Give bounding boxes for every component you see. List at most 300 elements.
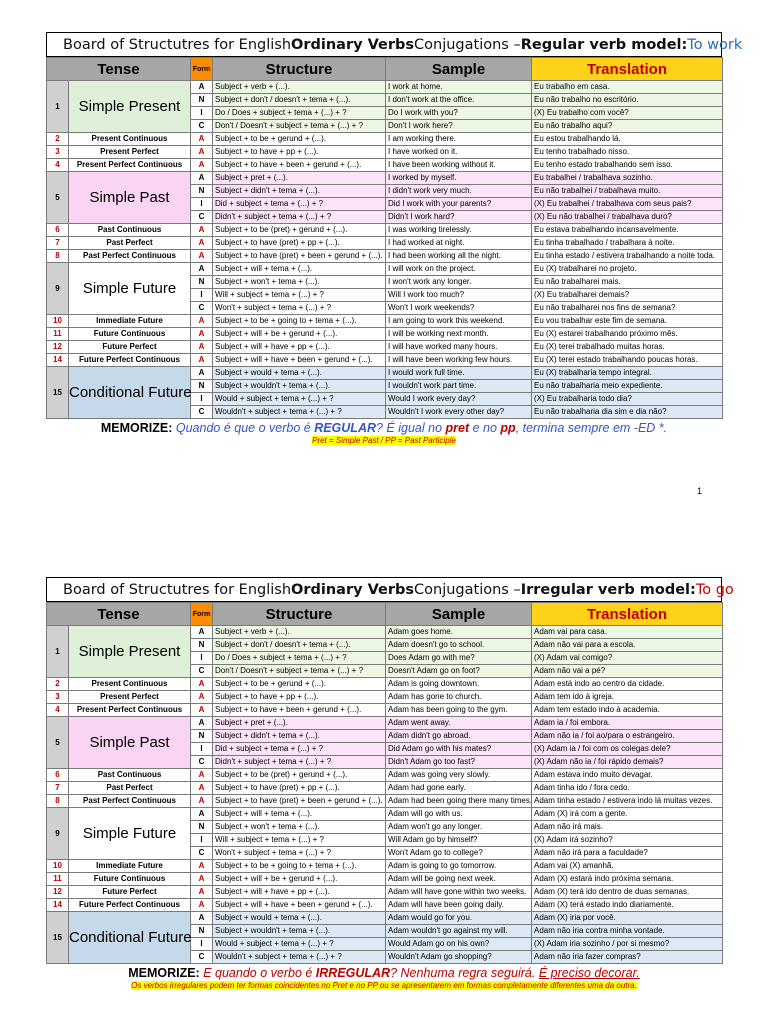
subnote-text: Pret = Simple Past / PP = Past Participle bbox=[312, 436, 456, 445]
tense-number: 10 bbox=[47, 860, 69, 873]
form-letter: A bbox=[191, 250, 213, 263]
structure-cell: Didn't + subject + tema + (...) + ? bbox=[213, 211, 386, 224]
translation-cell: Adam não iria fazer compras? bbox=[532, 951, 723, 964]
sample-cell: I am working there. bbox=[386, 133, 532, 146]
sample-cell: I worked by myself. bbox=[386, 172, 532, 185]
form-letter: A bbox=[191, 626, 213, 639]
form-letter: C bbox=[191, 120, 213, 133]
sample-cell: I wouldn't work part time. bbox=[386, 380, 532, 393]
structure-cell: Subject + don't / doesn't + tema + (...). bbox=[213, 639, 386, 652]
tense-number: 15 bbox=[47, 367, 69, 419]
structure-cell: Subject + didn't + tema + (...). bbox=[213, 730, 386, 743]
structure-cell: Subject + to be + gerund + (...). bbox=[213, 678, 386, 691]
form-letter: A bbox=[191, 886, 213, 899]
sample-cell: I won't work any longer. bbox=[386, 276, 532, 289]
translation-cell: Adam tinha ido / fora cedo. bbox=[532, 782, 723, 795]
memorize-text: E quando o verbo é bbox=[203, 966, 316, 980]
sample-cell: Adam will be going next week. bbox=[386, 873, 532, 886]
form-letter: A bbox=[191, 81, 213, 94]
tense-number: 9 bbox=[47, 808, 69, 860]
table-row bbox=[47, 237, 723, 250]
memorize-text2: ? É igual no bbox=[376, 421, 446, 435]
sample-cell: I was working tirelessly. bbox=[386, 224, 532, 237]
form-letter: A bbox=[191, 808, 213, 821]
translation-cell: Adam (X) estará indo próxima semana. bbox=[532, 873, 723, 886]
form-letter: C bbox=[191, 756, 213, 769]
structure-cell: Subject + will + be + gerund + (...). bbox=[213, 328, 386, 341]
title-model: Regular verb model: bbox=[520, 36, 688, 53]
tense-name: Past Continuous bbox=[69, 224, 191, 237]
structure-cell: Subject + to be (pret) + gerund + (...). bbox=[213, 769, 386, 782]
sample-cell: Adam went away. bbox=[386, 717, 532, 730]
structure-cell: Didn't + subject + tema + (...) + ? bbox=[213, 756, 386, 769]
sample-cell: I have been working without it. bbox=[386, 159, 532, 172]
sample-cell: Didn't Adam go too fast? bbox=[386, 756, 532, 769]
sample-cell: I will be working next month. bbox=[386, 328, 532, 341]
title-model: Irregular verb model: bbox=[520, 581, 696, 598]
header-row bbox=[47, 603, 723, 626]
structure-cell: Won't + subject + tema + (...) + ? bbox=[213, 847, 386, 860]
form-letter: I bbox=[191, 938, 213, 951]
tense-name: Past Perfect bbox=[69, 782, 191, 795]
header-sample: Sample bbox=[386, 603, 532, 626]
structure-cell: Wouldn't + subject + tema + (...) + ? bbox=[213, 406, 386, 419]
memorize-text4: , termina sempre em -ED *. bbox=[515, 421, 668, 435]
sample-cell: I didn't work very much. bbox=[386, 185, 532, 198]
memorize-text2: ? Nenhuma regra seguirá. bbox=[390, 966, 539, 980]
translation-cell: (X) Eu trabalharia todo dia? bbox=[532, 393, 723, 406]
sample-cell: Did Adam go with his mates? bbox=[386, 743, 532, 756]
table-row bbox=[47, 795, 723, 808]
header-row bbox=[47, 58, 723, 81]
table-row bbox=[47, 341, 723, 354]
structure-cell: Subject + wouldn't + tema + (...). bbox=[213, 925, 386, 938]
form-letter: A bbox=[191, 795, 213, 808]
sample-cell: Won't I work weekends? bbox=[386, 302, 532, 315]
title-mid: Conjugations – bbox=[414, 36, 521, 53]
translation-cell: Adam (X) terá estado indo diariamente. bbox=[532, 899, 723, 912]
translation-cell: Adam não vai para a escola. bbox=[532, 639, 723, 652]
tense-number: 14 bbox=[47, 899, 69, 912]
memorize-label: MEMORIZE: bbox=[128, 966, 204, 980]
structure-cell: Subject + to have + pp + (...). bbox=[213, 146, 386, 159]
tense-number: 10 bbox=[47, 315, 69, 328]
tense-name: Future Perfect bbox=[69, 886, 191, 899]
tense-name: Simple Present bbox=[69, 626, 191, 678]
memorize-text3: e no bbox=[469, 421, 501, 435]
form-letter: A bbox=[191, 146, 213, 159]
form-letter: A bbox=[191, 172, 213, 185]
translation-cell: Eu tenho trabalhado nisso. bbox=[532, 146, 723, 159]
structure-cell: Subject + to have (pret) + been + gerund + (...). bbox=[213, 250, 386, 263]
translation-cell: Adam não irá mais. bbox=[532, 821, 723, 834]
translation-cell: Eu (X) trabalharei no projeto. bbox=[532, 263, 723, 276]
structure-cell: Would + subject + tema + (...) + ? bbox=[213, 938, 386, 951]
sample-cell: Wouldn't I work every other day? bbox=[386, 406, 532, 419]
sample-cell: I had been working all the night. bbox=[386, 250, 532, 263]
translation-cell: Adam (X) terá ido dentro de duas semanas. bbox=[532, 886, 723, 899]
table-row bbox=[47, 886, 723, 899]
translation-cell: Adam vai (X) amanhã. bbox=[532, 860, 723, 873]
form-letter: A bbox=[191, 912, 213, 925]
form-letter: I bbox=[191, 289, 213, 302]
form-letter: A bbox=[191, 341, 213, 354]
translation-cell: Eu (X) estarei trabalhando próximo mês. bbox=[532, 328, 723, 341]
tense-name: Simple Future bbox=[69, 808, 191, 860]
translation-cell: Adam tem estado indo à academia. bbox=[532, 704, 723, 717]
sample-cell: Does Adam go with me? bbox=[386, 652, 532, 665]
form-letter: N bbox=[191, 94, 213, 107]
title-prefix: Board of Structutres for English bbox=[63, 581, 292, 598]
structure-cell: Subject + won't + tema + (...). bbox=[213, 276, 386, 289]
form-letter: I bbox=[191, 198, 213, 211]
tense-number: 12 bbox=[47, 341, 69, 354]
structure-cell: Subject + won't + tema + (...). bbox=[213, 821, 386, 834]
memorize-tail: É preciso decorar. bbox=[538, 966, 640, 980]
structure-cell: Do / Does + subject + tema + (...) + ? bbox=[213, 107, 386, 120]
sample-cell: Adam didn't go abroad. bbox=[386, 730, 532, 743]
table-row bbox=[47, 224, 723, 237]
table-row bbox=[47, 873, 723, 886]
table-row bbox=[47, 367, 723, 380]
memorize-pret: pret bbox=[445, 421, 470, 435]
form-letter: C bbox=[191, 406, 213, 419]
form-letter: I bbox=[191, 834, 213, 847]
structure-cell: Don't / Doesn't + subject + tema + (...) + ? bbox=[213, 665, 386, 678]
form-letter: A bbox=[191, 354, 213, 367]
table-row bbox=[47, 250, 723, 263]
tense-name: Future Continuous bbox=[69, 873, 191, 886]
form-letter: I bbox=[191, 652, 213, 665]
form-letter: A bbox=[191, 328, 213, 341]
translation-cell: (X) Eu trabalho com você? bbox=[532, 107, 723, 120]
tense-number: 9 bbox=[47, 263, 69, 315]
header-translation: Translation bbox=[532, 58, 723, 81]
translation-cell: Adam ia / foi embora. bbox=[532, 717, 723, 730]
translation-cell: (X) Adam irá sozinho? bbox=[532, 834, 723, 847]
form-letter: C bbox=[191, 302, 213, 315]
board-regular bbox=[46, 32, 743, 445]
structure-cell: Subject + to have + pp + (...). bbox=[213, 691, 386, 704]
form-letter: N bbox=[191, 730, 213, 743]
title-verb: To go bbox=[695, 581, 734, 598]
table-row bbox=[47, 315, 723, 328]
form-letter: A bbox=[191, 224, 213, 237]
translation-cell: Eu (X) terei trabalhado muitas horas. bbox=[532, 341, 723, 354]
structure-cell: Subject + will + have + been + gerund + (...). bbox=[213, 899, 386, 912]
subnote bbox=[46, 981, 722, 990]
sample-cell: Adam will have been going daily. bbox=[386, 899, 532, 912]
sample-cell: I will work on the project. bbox=[386, 263, 532, 276]
translation-cell: Eu (X) trabalharia tempo integral. bbox=[532, 367, 723, 380]
structure-cell: Would + subject + tema + (...) + ? bbox=[213, 393, 386, 406]
form-letter: A bbox=[191, 899, 213, 912]
table-row bbox=[47, 263, 723, 276]
form-letter: C bbox=[191, 847, 213, 860]
sample-cell: Did I work with your parents? bbox=[386, 198, 532, 211]
translation-cell: Eu tinha trabalhado / trabalhara à noite. bbox=[532, 237, 723, 250]
table-row bbox=[47, 808, 723, 821]
structure-cell: Subject + to be + gerund + (...). bbox=[213, 133, 386, 146]
translation-cell: Adam estava indo muito devagar. bbox=[532, 769, 723, 782]
table-row bbox=[47, 328, 723, 341]
structure-cell: Subject + to have (pret) + pp + (...). bbox=[213, 782, 386, 795]
sample-cell: I will have been working few hours. bbox=[386, 354, 532, 367]
structure-cell: Did + subject + tema + (...) + ? bbox=[213, 743, 386, 756]
tense-name: Present Perfect Continuous bbox=[69, 159, 191, 172]
form-letter: C bbox=[191, 951, 213, 964]
sample-cell: Adam goes home. bbox=[386, 626, 532, 639]
tense-name: Conditional Future bbox=[69, 912, 191, 964]
tense-number: 5 bbox=[47, 717, 69, 769]
sample-cell: I have worked on it. bbox=[386, 146, 532, 159]
structure-cell: Subject + verb + (...). bbox=[213, 626, 386, 639]
form-letter: I bbox=[191, 393, 213, 406]
tense-name: Present Perfect bbox=[69, 146, 191, 159]
form-letter: A bbox=[191, 237, 213, 250]
structure-cell: Won't + subject + tema + (...) + ? bbox=[213, 302, 386, 315]
structure-cell: Subject + will + have + pp + (...). bbox=[213, 341, 386, 354]
board-irregular bbox=[46, 577, 734, 990]
form-letter: N bbox=[191, 276, 213, 289]
form-letter: C bbox=[191, 665, 213, 678]
translation-cell: (X) Adam vai comigo? bbox=[532, 652, 723, 665]
sample-cell: Adam will go with us. bbox=[386, 808, 532, 821]
translation-cell: Adam (X) iria por você. bbox=[532, 912, 723, 925]
tense-name: Immediate Future bbox=[69, 315, 191, 328]
tense-number: 12 bbox=[47, 886, 69, 899]
translation-cell: Adam tem ido à igreja. bbox=[532, 691, 723, 704]
sample-cell: I work at home. bbox=[386, 81, 532, 94]
tense-number: 11 bbox=[47, 873, 69, 886]
sample-cell: Will I work too much? bbox=[386, 289, 532, 302]
structure-cell: Don't / Doesn't + subject + tema + (...) + ? bbox=[213, 120, 386, 133]
table-row bbox=[47, 860, 723, 873]
translation-cell: Adam está indo ao centro da cidade. bbox=[532, 678, 723, 691]
tense-name: Future Perfect Continuous bbox=[69, 899, 191, 912]
sample-cell: Adam wouldn't go against my will. bbox=[386, 925, 532, 938]
structure-cell: Did + subject + tema + (...) + ? bbox=[213, 198, 386, 211]
translation-cell: (X) Eu não trabalhei / trabalhava duro? bbox=[532, 211, 723, 224]
form-letter: I bbox=[191, 743, 213, 756]
table-row bbox=[47, 769, 723, 782]
tense-number: 3 bbox=[47, 691, 69, 704]
header-structure: Structure bbox=[213, 58, 386, 81]
translation-cell: Eu trabalho em casa. bbox=[532, 81, 723, 94]
tense-name: Present Continuous bbox=[69, 133, 191, 146]
sample-cell: Adam would go for you. bbox=[386, 912, 532, 925]
conjugation-table bbox=[46, 57, 723, 419]
form-letter: C bbox=[191, 211, 213, 224]
translation-cell: Eu trabalhei / trabalhava sozinho. bbox=[532, 172, 723, 185]
translation-cell: Eu não trabalho no escritório. bbox=[532, 94, 723, 107]
translation-cell: Eu não trabalhei / trabalhava muito. bbox=[532, 185, 723, 198]
tense-number: 5 bbox=[47, 172, 69, 224]
structure-cell: Subject + to have + been + gerund + (...). bbox=[213, 704, 386, 717]
tense-name: Past Perfect Continuous bbox=[69, 795, 191, 808]
translation-cell: (X) Eu trabalhei / trabalhava com seus pais? bbox=[532, 198, 723, 211]
form-letter: N bbox=[191, 639, 213, 652]
header-form: Form bbox=[191, 603, 213, 626]
tense-name: Past Perfect bbox=[69, 237, 191, 250]
form-letter: A bbox=[191, 782, 213, 795]
translation-cell: Eu não trabalho aqui? bbox=[532, 120, 723, 133]
form-letter: A bbox=[191, 678, 213, 691]
form-letter: A bbox=[191, 133, 213, 146]
sample-cell: Wouldn't Adam go shopping? bbox=[386, 951, 532, 964]
structure-cell: Subject + to be + going to + tema + (...). bbox=[213, 860, 386, 873]
structure-cell: Wouldn't + subject + tema + (...) + ? bbox=[213, 951, 386, 964]
structure-cell: Subject + to have (pret) + pp + (...). bbox=[213, 237, 386, 250]
form-letter: N bbox=[191, 185, 213, 198]
table-row bbox=[47, 912, 723, 925]
structure-cell: Subject + to be (pret) + gerund + (...). bbox=[213, 224, 386, 237]
tense-number: 2 bbox=[47, 678, 69, 691]
tense-name: Simple Present bbox=[69, 81, 191, 133]
structure-cell: Subject + didn't + tema + (...). bbox=[213, 185, 386, 198]
memorize-note bbox=[46, 421, 722, 435]
header-tense: Tense bbox=[47, 58, 191, 81]
memorize-regular: REGULAR bbox=[314, 421, 376, 435]
tense-name: Future Perfect bbox=[69, 341, 191, 354]
tense-name: Future Continuous bbox=[69, 328, 191, 341]
form-letter: A bbox=[191, 315, 213, 328]
board-title bbox=[46, 577, 734, 602]
structure-cell: Subject + will + be + gerund + (...). bbox=[213, 873, 386, 886]
translation-cell: (X) Adam ia / foi com os colegas dele? bbox=[532, 743, 723, 756]
conjugation-table bbox=[46, 602, 723, 964]
title-bold: Ordinary Verbs bbox=[291, 581, 415, 598]
sample-cell: Adam has been going to the gym. bbox=[386, 704, 532, 717]
table-row bbox=[47, 159, 723, 172]
form-letter: A bbox=[191, 159, 213, 172]
form-letter: A bbox=[191, 873, 213, 886]
translation-cell: Adam vai para casa. bbox=[532, 626, 723, 639]
table-row bbox=[47, 172, 723, 185]
board-title bbox=[46, 32, 743, 57]
structure-cell: Subject + will + have + pp + (...). bbox=[213, 886, 386, 899]
structure-cell: Subject + will + have + been + gerund + (...). bbox=[213, 354, 386, 367]
form-letter: I bbox=[191, 107, 213, 120]
tense-name: Simple Past bbox=[69, 717, 191, 769]
table-row bbox=[47, 704, 723, 717]
translation-cell: (X) Adam iria sozinho / por si mesmo? bbox=[532, 938, 723, 951]
tense-name: Past Continuous bbox=[69, 769, 191, 782]
tense-name: Conditional Future bbox=[69, 367, 191, 419]
subnote bbox=[46, 436, 722, 445]
sample-cell: Adam will have gone within two weeks. bbox=[386, 886, 532, 899]
form-letter: N bbox=[191, 821, 213, 834]
tense-name: Future Perfect Continuous bbox=[69, 354, 191, 367]
subnote-text: Os verbos irregulares podem ter formas coincidentes no Pret e no PP ou se apresentarem em formas completamente diferentes uma da outra. bbox=[131, 981, 637, 990]
structure-cell: Subject + to be + going to + tema + (...). bbox=[213, 315, 386, 328]
table-row bbox=[47, 354, 723, 367]
structure-cell: Will + subject + tema + (...) + ? bbox=[213, 289, 386, 302]
tense-number: 6 bbox=[47, 224, 69, 237]
sample-cell: I will have worked many hours. bbox=[386, 341, 532, 354]
translation-cell: Eu estou trabalhando lá. bbox=[532, 133, 723, 146]
form-letter: N bbox=[191, 925, 213, 938]
structure-cell: Subject + would + tema + (...). bbox=[213, 367, 386, 380]
translation-cell: Eu não trabalharei nos fins de semana? bbox=[532, 302, 723, 315]
form-letter: A bbox=[191, 691, 213, 704]
tense-number: 4 bbox=[47, 159, 69, 172]
tense-number: 15 bbox=[47, 912, 69, 964]
sample-cell: Adam is going downtown. bbox=[386, 678, 532, 691]
translation-cell: (X) Eu trabalharei demais? bbox=[532, 289, 723, 302]
structure-cell: Will + subject + tema + (...) + ? bbox=[213, 834, 386, 847]
sample-cell: Adam won't go any longer. bbox=[386, 821, 532, 834]
tense-number: 14 bbox=[47, 354, 69, 367]
sample-cell: Adam was going very slowly. bbox=[386, 769, 532, 782]
sample-cell: I had worked at night. bbox=[386, 237, 532, 250]
structure-cell: Subject + verb + (...). bbox=[213, 81, 386, 94]
sample-cell: Adam has gone to church. bbox=[386, 691, 532, 704]
tense-number: 8 bbox=[47, 795, 69, 808]
table-row bbox=[47, 691, 723, 704]
memorize-text: Quando é que o verbo é bbox=[175, 421, 315, 435]
form-letter: A bbox=[191, 860, 213, 873]
memorize-pp: pp bbox=[500, 421, 516, 435]
form-letter: N bbox=[191, 380, 213, 393]
tense-number: 11 bbox=[47, 328, 69, 341]
form-letter: A bbox=[191, 263, 213, 276]
tense-number: 8 bbox=[47, 250, 69, 263]
sample-cell: Adam is going to go tomorrow. bbox=[386, 860, 532, 873]
structure-cell: Subject + to have (pret) + been + gerund + (...). bbox=[213, 795, 386, 808]
table-row bbox=[47, 146, 723, 159]
structure-cell: Subject + pret + (...). bbox=[213, 172, 386, 185]
memorize-label: MEMORIZE: bbox=[100, 421, 176, 435]
header-translation: Translation bbox=[532, 603, 723, 626]
translation-cell: Eu não trabalharia dia sim e dia não? bbox=[532, 406, 723, 419]
structure-cell: Subject + would + tema + (...). bbox=[213, 912, 386, 925]
page-number: 1 bbox=[697, 486, 703, 496]
table-row bbox=[47, 626, 723, 639]
sample-cell: I don't work at the office. bbox=[386, 94, 532, 107]
sample-cell: Doesn't Adam go on foot? bbox=[386, 665, 532, 678]
sample-cell: I am going to work this weekend. bbox=[386, 315, 532, 328]
sample-cell: Didn't I work hard? bbox=[386, 211, 532, 224]
title-mid: Conjugations – bbox=[414, 581, 521, 598]
tense-name: Present Perfect Continuous bbox=[69, 704, 191, 717]
header-tense: Tense bbox=[47, 603, 191, 626]
table-row bbox=[47, 81, 723, 94]
tense-name: Simple Future bbox=[69, 263, 191, 315]
memorize-note bbox=[46, 966, 722, 980]
memorize-irregular: IRREGULAR bbox=[315, 966, 391, 980]
sample-cell: Adam had been going there many times. bbox=[386, 795, 532, 808]
sample-cell: Won't Adam go to college? bbox=[386, 847, 532, 860]
tense-number: 6 bbox=[47, 769, 69, 782]
tense-name: Present Perfect bbox=[69, 691, 191, 704]
translation-cell: Eu vou trabalhar este fim de semana. bbox=[532, 315, 723, 328]
tense-number: 4 bbox=[47, 704, 69, 717]
structure-cell: Subject + to have + been + gerund + (...). bbox=[213, 159, 386, 172]
translation-cell: Adam não iria contra minha vontade. bbox=[532, 925, 723, 938]
translation-cell: Adam tinha estado / estivera indo lá muitas vezes. bbox=[532, 795, 723, 808]
tense-name: Simple Past bbox=[69, 172, 191, 224]
header-form: Form bbox=[191, 58, 213, 81]
translation-cell: Adam não ia / foi ao/para o estrangeiro. bbox=[532, 730, 723, 743]
translation-cell: Eu não trabalharei mais. bbox=[532, 276, 723, 289]
table-row bbox=[47, 899, 723, 912]
tense-number: 3 bbox=[47, 146, 69, 159]
sample-cell: Adam had gone early. bbox=[386, 782, 532, 795]
tense-name: Immediate Future bbox=[69, 860, 191, 873]
translation-cell: Adam não vai a pé? bbox=[532, 665, 723, 678]
table-row bbox=[47, 717, 723, 730]
